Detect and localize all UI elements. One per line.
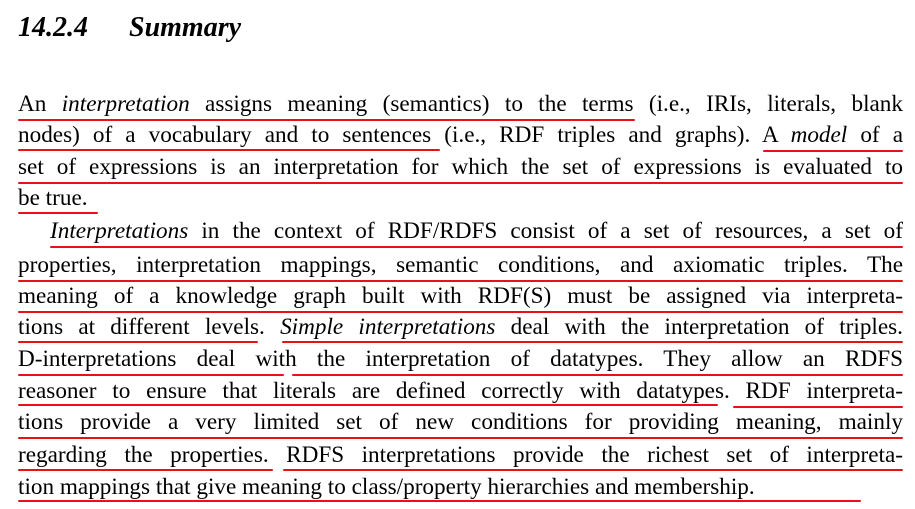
underline (282, 341, 903, 343)
text-line (18, 153, 903, 181)
text-segment: An (18, 91, 62, 117)
text-segment: regarding the properties. RDFS interpretations provide the richest set of interpreta- (18, 442, 903, 468)
underline (18, 280, 903, 282)
text-line (18, 408, 903, 436)
underline (18, 341, 258, 343)
underline (763, 150, 903, 152)
section-heading (18, 12, 241, 44)
underline (283, 469, 903, 471)
text-line (18, 121, 903, 149)
underline (18, 119, 635, 121)
text-line (18, 345, 903, 373)
text-line (18, 377, 903, 405)
text-line (18, 217, 903, 245)
underline (18, 437, 903, 439)
text-line (18, 184, 903, 212)
section-number: 14.2.4 (18, 12, 88, 43)
text-line (18, 313, 903, 341)
text-segment: be true. (18, 185, 88, 211)
text-segment: tions provide a very limited set of new conditions for providing meaning, mainly (18, 409, 903, 435)
text-segment: tions at different levels. (18, 314, 281, 340)
text-line (18, 441, 903, 469)
underline (18, 149, 440, 151)
text-segment: assigns meaning (semantics) to the terms (i.e., IRIs, literals, blank (189, 91, 903, 117)
text-segment: reasoner to ensure that literals are defined correctly with datatypes. RDF interpreta- (18, 378, 903, 404)
text-segment: of a (847, 122, 903, 148)
underline (18, 311, 903, 313)
text-segment: in the context of RDF/RDFS consist of a set of resources, a set of (188, 218, 903, 244)
italic-term: Interpretations (50, 218, 189, 244)
section-title: Summary (129, 12, 242, 43)
italic-term: Simple interpretations (280, 314, 496, 340)
text-segment: tion mappings that give meaning to class/property hierarchies and membership. (18, 474, 755, 500)
underline (18, 212, 98, 214)
underline (50, 246, 903, 248)
underline (18, 374, 284, 376)
text-segment: deal with the interpretation of triples. (495, 314, 903, 340)
italic-term: interpretation (61, 91, 190, 117)
underline (18, 500, 861, 502)
text-line (18, 90, 903, 118)
underline (18, 469, 273, 471)
underline (18, 182, 903, 184)
text-segment: meaning of a knowledge graph built with RDF(S) must be assigned via interpreta- (18, 283, 903, 309)
text-line (18, 251, 903, 279)
text-segment: nodes) of a vocabulary and to sentences (i.e., RDF triples and graphs). A (18, 122, 791, 148)
text-line (18, 473, 903, 501)
text-line (18, 282, 903, 310)
underline (18, 404, 718, 406)
underline (292, 374, 903, 376)
underline (733, 406, 903, 408)
text-segment: D-interpretations deal with the interpretation of datatypes. They allow an RDFS (18, 346, 903, 372)
text-segment: properties, interpretation mappings, semantic conditions, and axiomatic triples. The (18, 252, 903, 278)
text-segment: set of expressions is an interpretation for which the set of expressions is evaluated to (18, 154, 903, 180)
italic-term: model (790, 122, 848, 148)
